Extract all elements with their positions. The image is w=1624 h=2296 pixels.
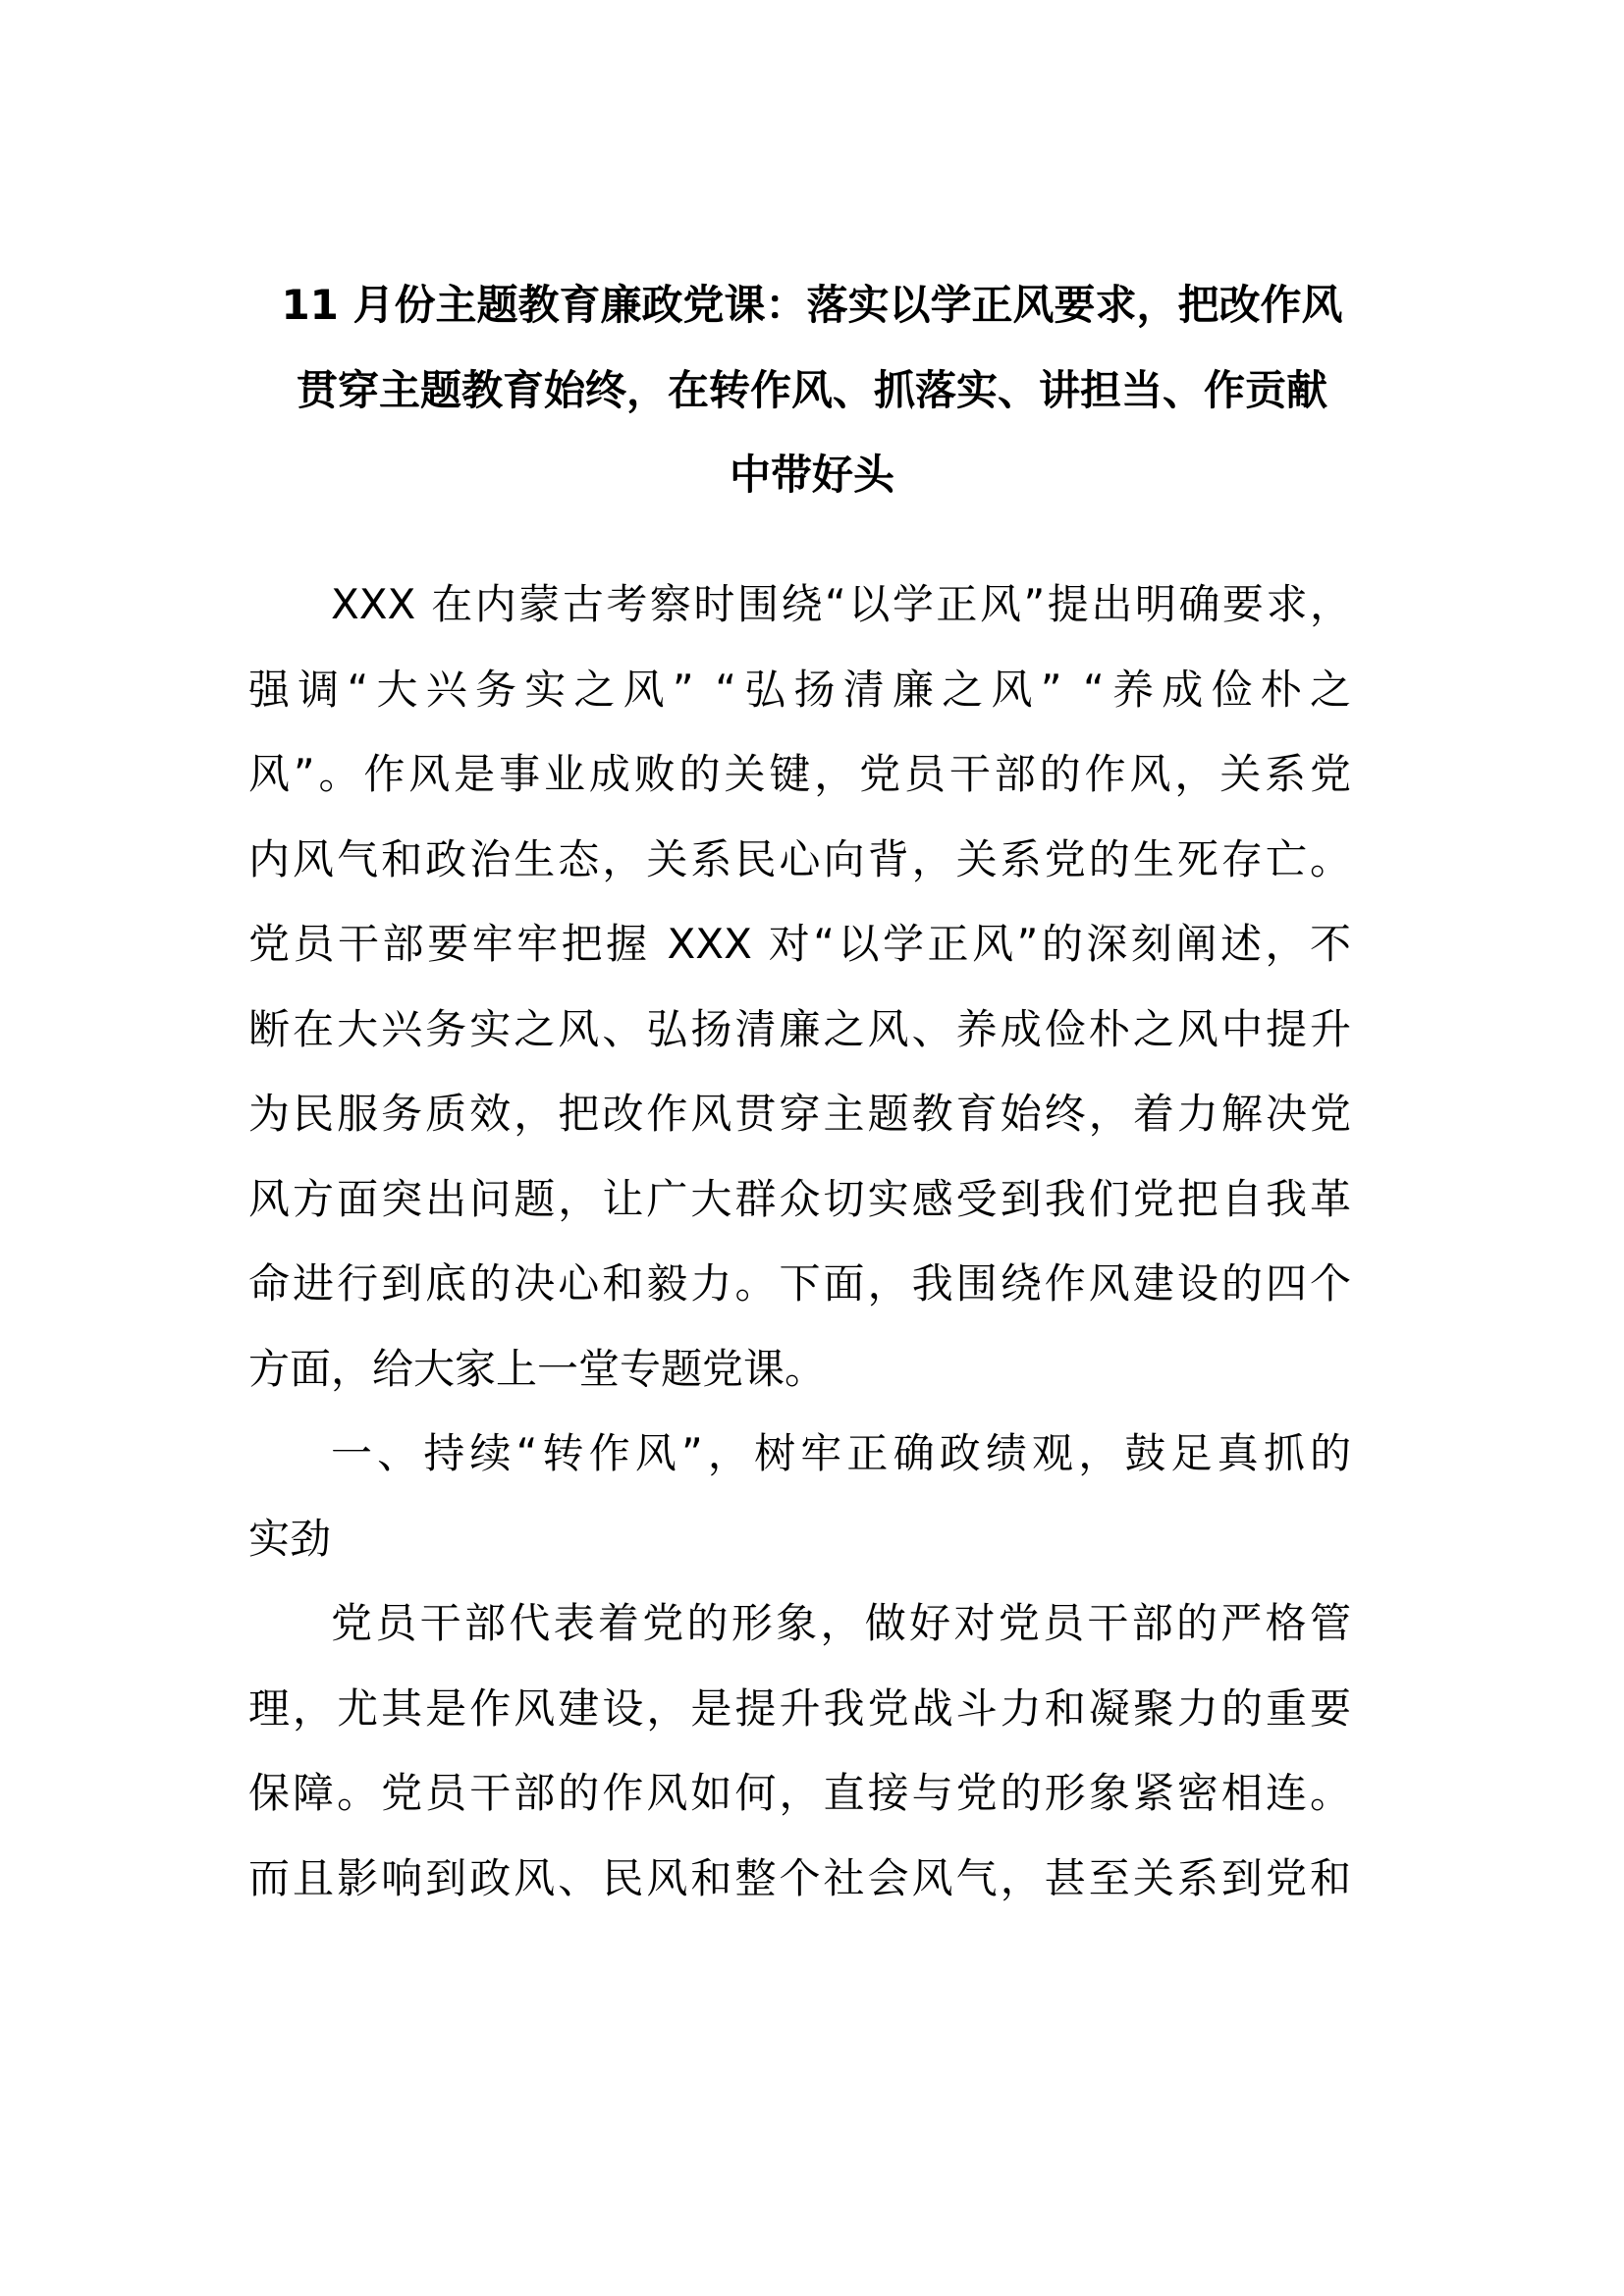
text-line: 强调“大兴务实之风” “弘扬清廉之风” “养成俭朴之 xyxy=(248,665,1351,714)
text-line: XXX 在内蒙古考察时围绕“以学正风”提出明确要求， xyxy=(331,580,1351,628)
text-line: 为民服务质效，把改作风贯穿主题教育始终，着力解决党 xyxy=(248,1090,1351,1138)
text-line: 风”。作风是事业成败的关键，党员干部的作风，关系党 xyxy=(248,750,1351,798)
title-line: 中带好头 xyxy=(729,451,894,499)
title-line: 11 月份主题教育廉政党课：落实以学正风要求，把改作风 xyxy=(281,281,1343,329)
text-line: 方面，给大家上一堂专题党课。 xyxy=(248,1344,827,1393)
title-line: 贯穿主题教育始终，在转作风、抓落实、讲担当、作贡献 xyxy=(296,365,1327,414)
text-line: 保障。党员干部的作风如何，直接与党的形象紧密相连。 xyxy=(248,1769,1351,1817)
section-heading-1 xyxy=(248,1412,1351,1581)
text-line: 而且影响到政风、民风和整个社会风气，甚至关系到党和 xyxy=(248,1853,1351,1902)
text-line: 断在大兴务实之风、弘扬清廉之风、养成俭朴之风中提升 xyxy=(248,1004,1351,1053)
document-title xyxy=(236,263,1388,518)
text-line: 命进行到底的决心和毅力。下面，我围绕作风建设的四个 xyxy=(248,1259,1351,1308)
text-line: 一、持续“转作风”，树牢正确政绩观，鼓足真抓的 xyxy=(331,1429,1351,1477)
paragraph-section-1 xyxy=(248,1581,1351,1921)
document-body xyxy=(248,562,1351,1921)
paragraph-intro xyxy=(248,562,1351,1412)
text-line: 理，尤其是作风建设，是提升我党战斗力和凝聚力的重要 xyxy=(248,1683,1351,1733)
text-line: 实劲 xyxy=(248,1514,332,1563)
text-line: 党员干部代表着党的形象，做好对党员干部的严格管 xyxy=(331,1599,1351,1647)
text-line: 内风气和政治生态，关系民心向背，关系党的生死存亡。 xyxy=(248,834,1351,883)
text-line: 风方面突出问题，让广大群众切实感受到我们党把自我革 xyxy=(248,1174,1351,1223)
text-line: 党员干部要牢牢把握 XXX 对“以学正风”的深刻阐述，不 xyxy=(248,920,1351,968)
